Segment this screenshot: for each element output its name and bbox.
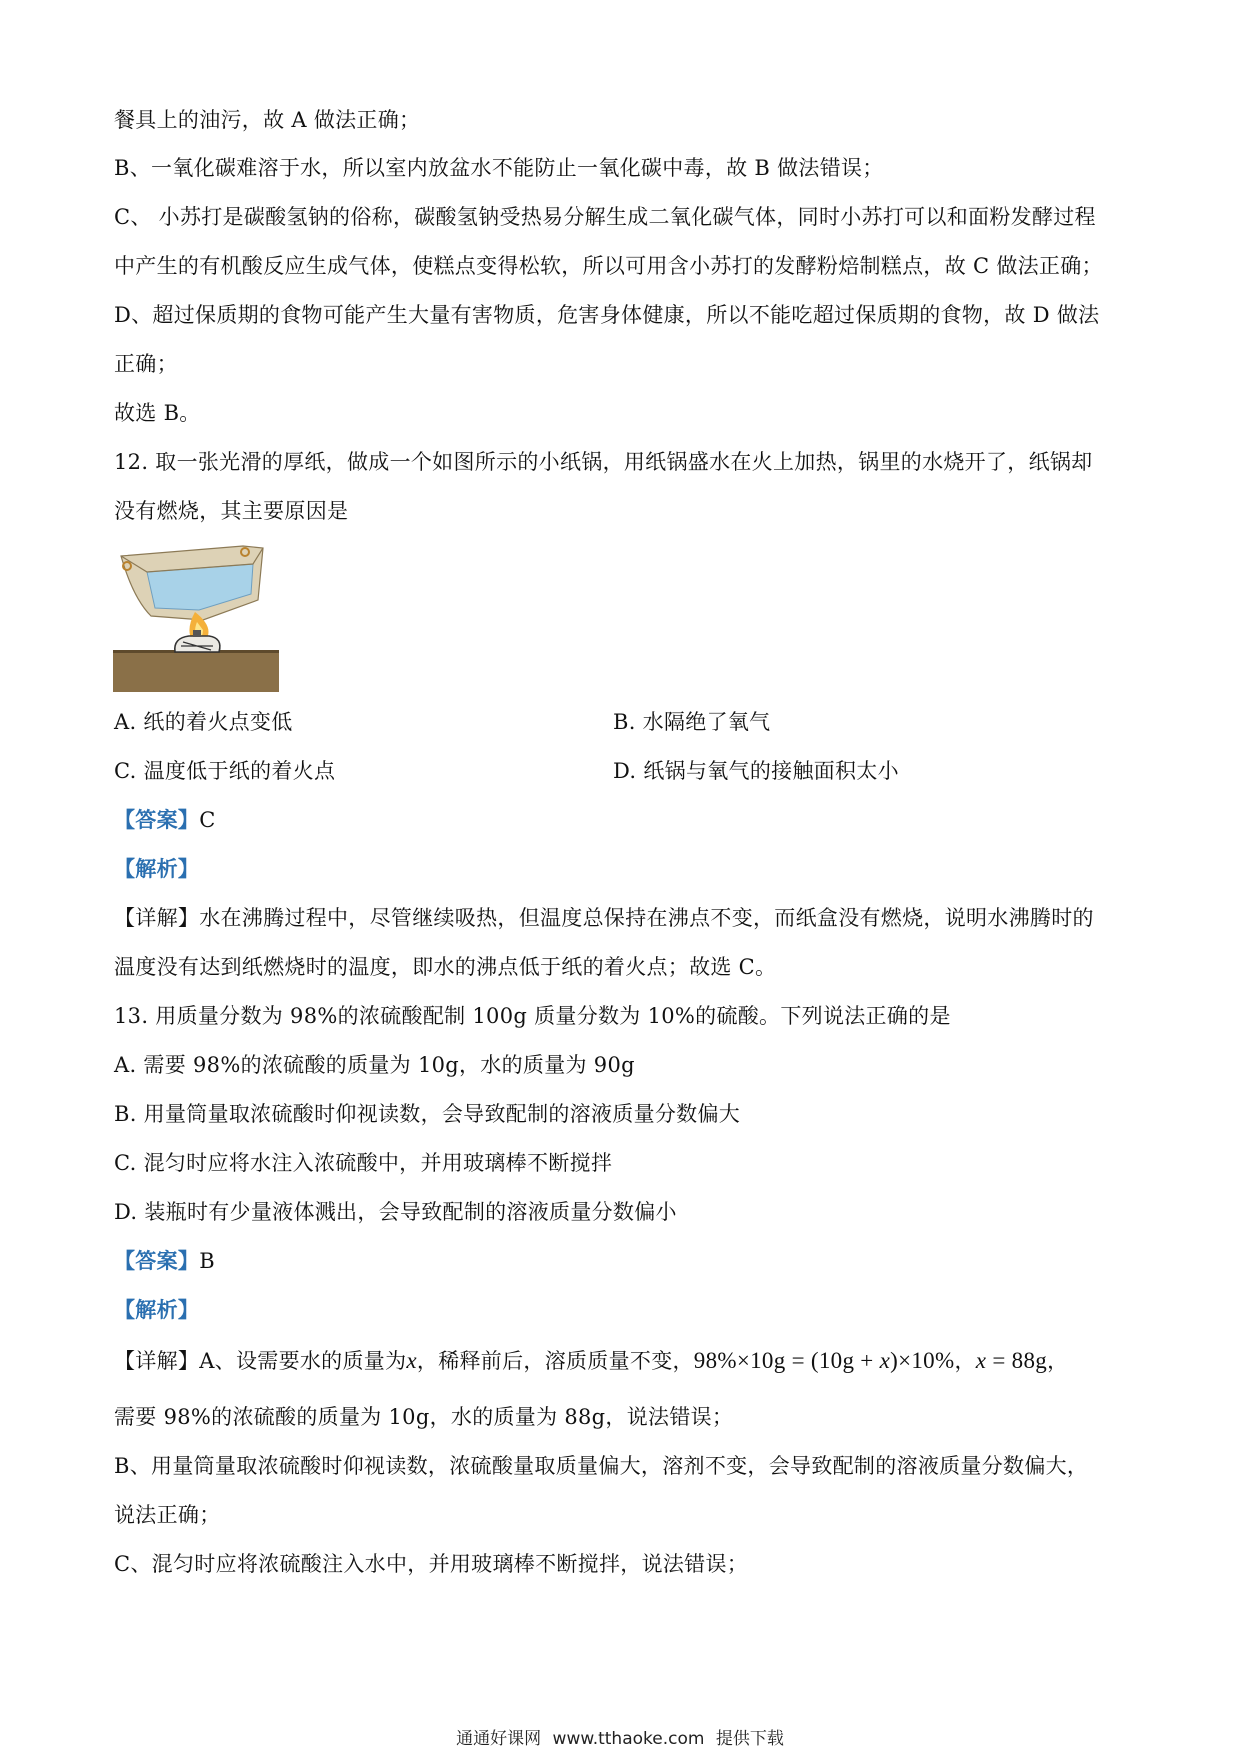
prev-answer-b: B、一氧化碳难溶于水，所以室内放盆水不能防止一氧化碳中毒，故 B 做法错误； — [114, 156, 884, 180]
answer-value: B — [199, 1249, 215, 1273]
q12-detail-1 — [114, 904, 1094, 932]
q13-answer — [114, 1247, 215, 1275]
prev-answer-c-2: 中产生的有机酸反应生成气体，使糕点变得松软，所以可用含小苏打的发酵粉焙制糕点，故 C 做法正确； — [114, 254, 1103, 278]
equation: 98%×10g = (10g + x)×10% — [693, 1348, 955, 1373]
q13-detail-b-1: B、用量筒量取浓硫酸时仰视读数，浓硫酸量取质量偏大，溶剂不变，会导致配制的溶液质量分数偏大， — [114, 1454, 1089, 1478]
q13-detail-a-2: 需要 98%的浓硫酸的质量为 10g，水的质量为 88g，说法错误； — [114, 1405, 734, 1429]
prev-choice: 故选 B。 — [114, 401, 201, 425]
q12-stem-1: 12. 取一张光滑的厚纸，做成一个如图所示的小纸锅，用纸锅盛水在火上加热，锅里的水烧开了，纸锅却 — [114, 450, 1093, 474]
q12-option-b: B. 水隔绝了氧气 — [613, 710, 771, 734]
q13-option-d: D. 装瓶时有少量液体溅出，会导致配制的溶液质量分数偏小 — [114, 1200, 677, 1224]
prev-answer-d-1: D、超过保质期的食物可能产生大量有害物质，危害身体健康，所以不能吃超过保质期的食物，故 D 做法 — [114, 303, 1100, 327]
prev-answer-c-1: C、 小苏打是碳酸氢钠的俗称，碳酸氢钠受热易分解生成二氧化碳气体，同时小苏打可以和面粉发酵过程 — [114, 205, 1096, 229]
page-footer — [0, 1729, 1240, 1749]
paper-pot-figure — [113, 538, 279, 692]
alcohol-lamp — [175, 636, 220, 652]
footer-url[interactable]: www.tthaoke.com — [552, 1729, 705, 1749]
q12-detail-2: 温度没有达到纸燃烧时的温度，即水的沸点低于纸的着火点；故选 C。 — [114, 955, 777, 979]
detail-a-mid: ，稀释前后，溶质质量不变， — [416, 1349, 694, 1373]
q12-stem-2: 没有燃烧，其主要原因是 — [114, 499, 349, 523]
q13-stem: 13. 用质量分数为 98%的浓硫酸配制 100g 质量分数为 10%的硫酸。下列说法正确的是 — [114, 1004, 951, 1028]
equation-result: x = 88g — [975, 1348, 1048, 1373]
footer-site: 通通好课网 — [456, 1729, 542, 1749]
q12-option-c: C. 温度低于纸的着火点 — [114, 759, 336, 783]
q13-analysis — [114, 1296, 199, 1324]
q13-detail-a-1: 【详解】A、设需要水的质量为x，稀释前后，溶质质量不变，98%×10g = (10g + x)×10%，x = 88g， — [114, 1348, 1069, 1373]
q13-option-c: C. 混匀时应将水注入浓硫酸中，并用玻璃棒不断搅拌 — [114, 1151, 613, 1175]
q13-option-a: A. 需要 98%的浓硫酸的质量为 10g，水的质量为 90g — [114, 1053, 635, 1077]
q13-detail-c: C、混匀时应将浓硫酸注入水中，并用玻璃棒不断搅拌，说法错误； — [114, 1552, 749, 1576]
answer-value: C — [199, 808, 216, 832]
detail-tag: 【详解】 — [114, 906, 200, 930]
answer-tag: 【答案】 — [114, 807, 200, 832]
answer-tag: 【答案】 — [114, 1248, 200, 1273]
prev-answer-d-2: 正确； — [114, 352, 178, 376]
detail-text: 水在沸腾过程中，尽管继续吸热，但温度总保持在沸点不变，而纸盒没有燃烧，说明水沸腾时的 — [199, 906, 1094, 930]
analysis-tag: 【解析】 — [114, 1297, 200, 1322]
math-var-x: x — [406, 1348, 417, 1373]
detail-a-prefix: A、设需要水的质量为 — [199, 1349, 407, 1373]
table-surface — [113, 650, 279, 692]
detail-tag: 【详解】 — [114, 1349, 200, 1373]
q13-detail-b-2: 说法正确； — [114, 1503, 221, 1527]
q13-option-b: B. 用量筒量取浓硫酸时仰视读数，会导致配制的溶液质量分数偏大 — [114, 1102, 741, 1126]
q12-answer — [114, 806, 216, 834]
prev-answer-line-1: 餐具上的油污，故 A 做法正确； — [114, 108, 421, 132]
q12-option-d: D. 纸锅与氧气的接触面积太小 — [613, 759, 899, 783]
footer-note: 提供下载 — [715, 1729, 784, 1749]
q12-analysis — [114, 855, 199, 883]
analysis-tag: 【解析】 — [114, 856, 200, 881]
q12-option-a: A. 纸的着火点变低 — [114, 710, 293, 734]
